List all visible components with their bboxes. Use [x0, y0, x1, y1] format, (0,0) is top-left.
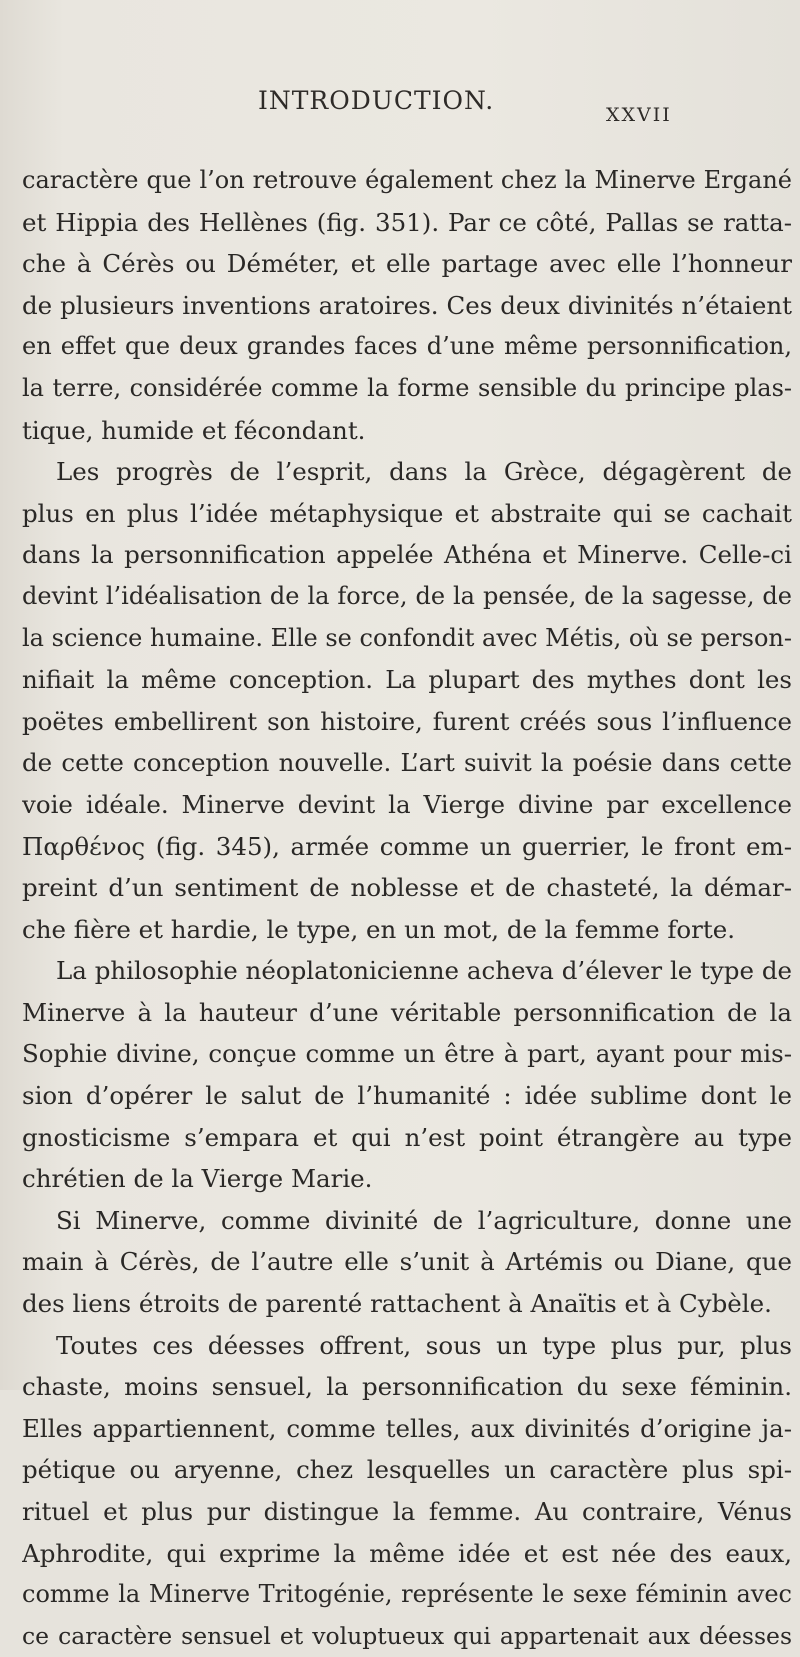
text-line: caractère que l’on retrouve également chez la Minerve Ergané	[22, 166, 792, 194]
text-line: des liens étroits de parenté rattachent à Anaïtis et à Cybèle.	[22, 1289, 772, 1319]
text-line: de cette conception nouvelle. L’art suivit la poésie dans cette	[22, 748, 792, 778]
text-line: nifiait la même conception. La plupart des mythes dont les	[22, 665, 792, 695]
text-line: Elles appartiennent, comme telles, aux divinités d’origine ja-	[22, 1413, 792, 1443]
paragraph-first-line: Les progrès de l’esprit, dans la Grèce, dégagèrent de	[56, 457, 792, 487]
text-line: che à Cérès ou Déméter, et elle partage avec elle l’honneur	[22, 249, 792, 279]
text-line: ce caractère sensuel et voluptueux qui appartenait aux déesses	[22, 1621, 792, 1650]
running-head	[0, 86, 800, 126]
text-line: la science humaine. Elle se confondit avec Métis, où se person-	[22, 623, 792, 652]
text-line: comme la Minerve Tritogénie, représente le sexe féminin avec	[22, 1580, 792, 1609]
text-line: sion d’opérer le salut de l’humanité : idée sublime dont le	[22, 1081, 792, 1111]
text-line: tique, humide et fécondant.	[22, 415, 366, 445]
text-line: plus en plus l’idée métaphysique et abstraite qui se cachait	[22, 498, 792, 528]
text-line: poëtes embellirent son histoire, furent créés sous l’influence	[22, 706, 792, 736]
text-line: rituel et plus pur distingue la femme. Au contraire, Vénus	[22, 1497, 792, 1526]
text-line: Aphrodite, qui exprime la même idée et est née des eaux,	[22, 1538, 792, 1568]
text-line: la terre, considérée comme la forme sensible du principe plas-	[22, 373, 792, 402]
paragraph-first-line: La philosophie néoplatonicienne acheva d’élever le type de	[56, 956, 792, 986]
text-line: voie idéale. Minerve devint la Vierge divine par excellence	[22, 789, 792, 819]
text-line: che fière et hardie, le type, en un mot, de la femme forte.	[22, 914, 736, 944]
text-line: de plusieurs inventions aratoires. Ces deux divinités n’étaient	[22, 290, 792, 320]
text-line: dans la personnification appelée Athéna et Minerve. Celle-ci	[22, 540, 792, 570]
paragraph-first-line: Toutes ces déesses offrent, sous un type plus pur, plus	[56, 1330, 792, 1360]
text-line: gnosticisme s’empara et qui n’est point étrangère au type	[22, 1122, 792, 1152]
text-line: et Hippia des Hellènes (fig. 351). Par ce côté, Pallas se ratta-	[22, 207, 792, 237]
text-line: devint l’idéalisation de la force, de la pensée, de la sagesse, de	[22, 581, 792, 610]
text-line: pétique ou aryenne, chez lesquelles un caractère plus spi-	[22, 1455, 792, 1485]
running-head-title: INTRODUCTION.	[258, 86, 495, 115]
text-line: main à Cérès, de l’autre elle s’unit à Artémis ou Diane, que	[22, 1247, 792, 1277]
page-number: XXVII	[606, 104, 672, 126]
paragraph-first-line: Si Minerve, comme divinité de l’agriculture, donne une	[56, 1205, 792, 1235]
text-line: en effet que deux grandes faces d’une même personnification,	[22, 332, 792, 361]
text-line: Sophie divine, conçue comme un être à part, ayant pour mis-	[22, 1039, 792, 1069]
body-text	[22, 160, 792, 1657]
text-line: preint d’un sentiment de noblesse et de chasteté, la démar-	[22, 873, 792, 903]
text-line: chrétien de la Vierge Marie.	[22, 1164, 373, 1194]
text-line: chaste, moins sensuel, la personnification du sexe féminin.	[22, 1372, 792, 1402]
text-line: Παρθένος (fig. 345), armée comme un guerrier, le front em-	[22, 831, 792, 861]
text-line: Minerve à la hauteur d’une véritable personnification de la	[22, 997, 792, 1027]
